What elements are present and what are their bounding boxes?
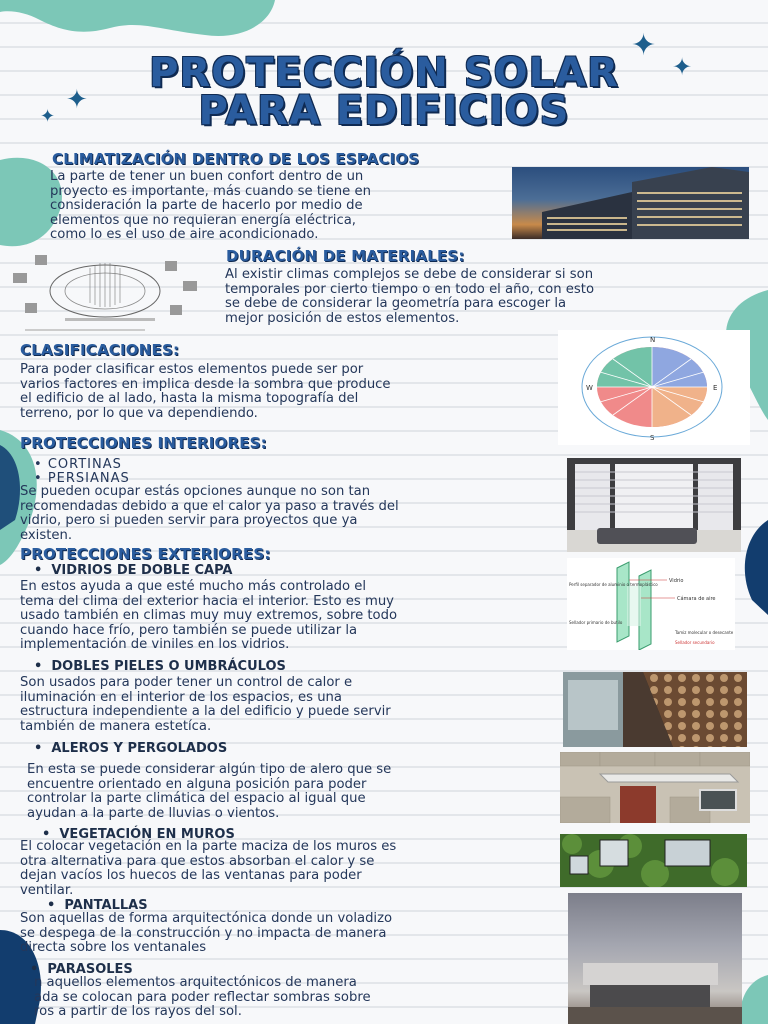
vegetacion-text: El colocar vegetación en la parte maciza de los muros es otra alternativa para que estos absorban el calor y se dejan vacíos los huecos de las ventanas para poder ventilar. xyxy=(20,839,397,898)
solar-chart xyxy=(558,330,750,445)
subheading-aleros: • ALEROS Y PERGOLADOS xyxy=(34,741,228,756)
canopy-photo xyxy=(568,893,742,1024)
section-heading-exteriores: PROTECCIONES EXTERIORES: xyxy=(20,545,271,563)
compass-s: S xyxy=(650,434,655,442)
svg-text:Sellador primario de butilo: Sellador primario de butilo xyxy=(569,620,623,625)
green-wall-photo xyxy=(560,834,747,887)
subheading-parasoles: • PARASOLES xyxy=(30,962,133,977)
interiores-text: Se pueden ocupar estás opciones aunque no son tan recomendadas debido a que el calor ya paso a través del vidrio, pero si pueden servir para proyectos que ya existen. xyxy=(20,484,399,543)
double-glass-diagram xyxy=(567,558,735,650)
vidrios-text: En estos ayuda a que esté mucho más controlado el tema del clima del exterior hacia el interior. Esto es muy usado también en climas muy muy extremos, sobre todo cuando hace frío, pero también se puede utilizar la implementación de viniles en los vidrios. xyxy=(20,579,398,653)
svg-text:Vidrio: Vidrio xyxy=(669,578,684,584)
blinds-photo xyxy=(567,458,741,552)
svg-text:Tamiz molecular o desecante: Tamiz molecular o desecante xyxy=(675,630,734,635)
clasificaciones-text: Para poder clasificar estos elementos puede ser por varios factores en implica desde la sombra que produce el edificio de al lado, hasta la misma topografía del terreno, por lo que va dependiendo. xyxy=(20,362,391,421)
eave-photo xyxy=(560,752,750,823)
svg-text:Perfil separador de aluminio o: Perfil separador de aluminio o termoplástico xyxy=(569,582,658,587)
sun-path-diagram xyxy=(5,243,215,335)
section-heading-climatizacion: CLIMATIZACIÓN DENTRO DE LOS ESPACIOS xyxy=(52,150,420,168)
subheading-pantallas: • PANTALLAS xyxy=(47,898,148,913)
subheading-dobles: • DOBLES PIELES O UMBRÁCULOS xyxy=(34,659,286,674)
double-skin-photo xyxy=(563,672,747,747)
page-title-line2: PARA EDIFICIOS xyxy=(198,88,570,134)
building-photo xyxy=(512,167,749,239)
svg-text:Cámara de aire: Cámara de aire xyxy=(677,596,716,602)
subheading-vegetacion: • VEGETACIÓN EN MUROS xyxy=(42,827,235,842)
list-item-cortinas: • CORTINAS xyxy=(34,457,122,472)
star-icon: ✦ xyxy=(631,28,657,63)
list-item-persianas: • PERSIANAS xyxy=(34,471,130,486)
page-title-line1: PROTECCIÓN SOLAR xyxy=(149,50,619,96)
subheading-vidrios: • VIDRIOS DE DOBLE CAPA xyxy=(34,563,233,578)
compass-w: W xyxy=(586,384,593,392)
section-heading-interiores: PROTECCIONES INTERIORES: xyxy=(20,434,267,452)
pantallas-text: Son aquellas de forma arquitectónica donde un voladizo se despega de la construcción y no impacta de manera directa sobre los ventanales xyxy=(20,911,393,956)
aleros-text: En esta se puede considerar algún tipo de alero que se encuentre orientado en alguna posición para poder controlar la parte climática del espacio al igual que ayudan a la parte de lluvias o vientos. xyxy=(27,762,392,821)
climatizacion-text: La parte de tener un buen confort dentro de un proyecto es importante, más cuando se tiene en consideración la parte de hacerlo por medio de elementos que no requieran energía eléctrica, como lo es el uso de aire acondicionado. xyxy=(50,169,371,243)
duracion-text: Al existir climas complejos se debe de considerar si son temporales por cierto tiempo o en todo el año, con esto se debe de considerar la geometría para escoger la mejor posición de estos elementos. xyxy=(225,267,595,326)
star-icon: ✦ xyxy=(672,53,693,81)
compass-n: N xyxy=(650,336,656,344)
compass-e: E xyxy=(713,384,718,392)
svg-text:Sellador secundario: Sellador secundario xyxy=(675,640,715,645)
section-heading-duracion: DURACIÓN DE MATERIALES: xyxy=(226,247,465,265)
dobles-text: Son usados para poder tener un control de calor e iluminación en el interior de los espacios, es una estructura independiente a la del edificio y puede servir también de manera estetíca. xyxy=(20,675,391,734)
star-icon: ✦ xyxy=(66,85,88,115)
star-icon: ✦ xyxy=(40,106,56,127)
section-heading-clasificaciones: CLASIFICACIONES: xyxy=(20,341,180,359)
parasoles-text: n aquellos elementos arquitectónicos de manera ada se colocan para poder reflectar sombras sobre ros a partir de los rayos del sol. xyxy=(34,975,371,1020)
